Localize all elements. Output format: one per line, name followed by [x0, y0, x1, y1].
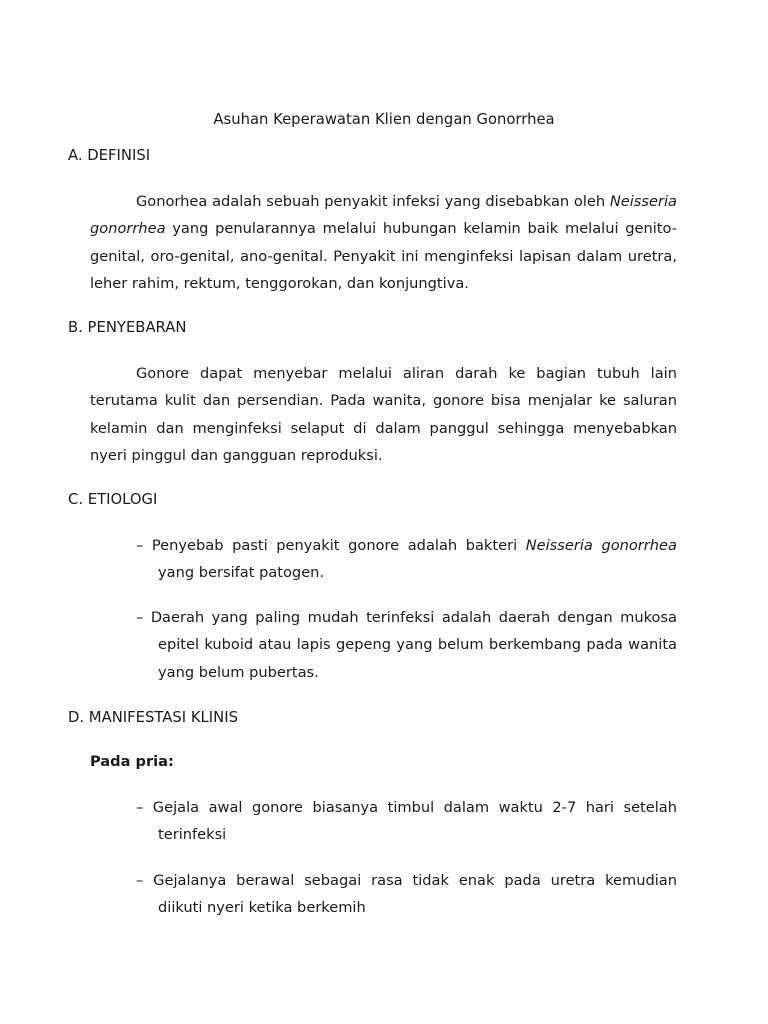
manifestasi-bullet-1: – Gejala awal gonore biasanya timbul dalam waktu 2-7 hari setelah terinfeksi [136, 799, 677, 844]
document-title: Asuhan Keperawatan Klien dengan Gonorrhea [213, 111, 555, 128]
section-heading-manifestasi: D. MANIFESTASI KLINIS [68, 709, 238, 726]
etiologi-bullet-1-post: yang bersifat patogen. [158, 564, 325, 582]
definisi-italic-term: Neisseria gonorrhea [90, 193, 677, 238]
definisi-paragraph [90, 188, 677, 297]
penyebaran-paragraph: Gonore dapat menyebar melalui aliran darah ke bagian tubuh lain terutama kulit dan persendian. Pada wanita, gonore bisa menjalar ke saluran kelamin dan menginfeksi selaput di dalam panggul sehingga menyebabkan nyeri pinggul dan gangguan reproduksi. [90, 365, 677, 464]
section-heading-etiologi: C. ETIOLOGI [68, 491, 158, 508]
definisi-text-post: yang penularannya melalui hubungan kelamin baik melalui genito-genital, oro-genital, ano-genital. Penyakit ini menginfeksi lapisan dalam uretra, leher rahim, rektum, tenggorokan, dan konjungtiva. [90, 220, 677, 292]
manifestasi-bullet-2: – Gejalanya berawal sebagai rasa tidak enak pada uretra kemudian diikuti nyeri ketika berkemih [136, 872, 677, 917]
subheading-pada-pria: Pada pria: [90, 753, 174, 770]
definisi-text-pre: Gonorhea adalah sebuah penyakit infeksi yang disebabkan oleh [136, 193, 610, 210]
etiologi-bullet-2: – Daerah yang paling mudah terinfeksi adalah daerah dengan mukosa epitel kuboid atau lapis gepeng yang belum berkembang pada wanita yang belum pubertas. [136, 609, 677, 681]
section-heading-penyebaran: B. PENYEBARAN [68, 319, 187, 336]
etiologi-italic-term: Neisseria gonorrhea [525, 537, 677, 554]
etiologi-bullet-1-pre: – Penyebab pasti penyakit gonore adalah bakteri [136, 537, 526, 554]
section-heading-definisi: A. DEFINISI [68, 147, 151, 164]
etiologi-bullet-1 [136, 532, 677, 587]
